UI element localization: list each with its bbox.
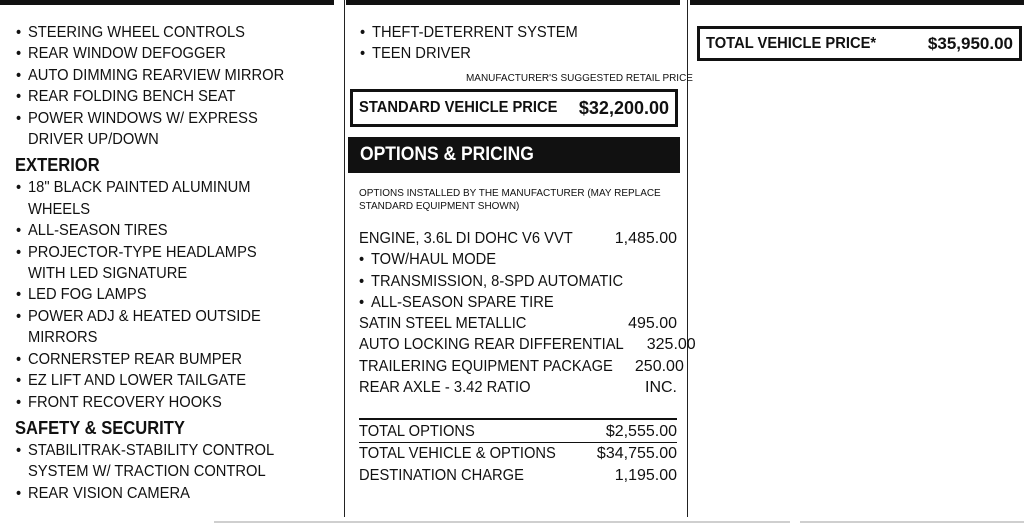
security-feature-list	[360, 22, 678, 65]
total-price: $2,555.00	[605, 423, 677, 440]
option-price: 250.00	[634, 357, 684, 375]
safety-heading: SAFETY & SECURITY	[15, 417, 185, 438]
engine-sub-item: • TRANSMISSION, 8-SPD AUTOMATIC	[359, 271, 652, 292]
engine-sub-item: • ALL-SEASON SPARE TIRE	[359, 292, 652, 313]
pricing-column	[346, 0, 696, 527]
list-item: • AUTO DIMMING REARVIEW MIRROR	[16, 65, 309, 86]
interior-feature-list	[16, 22, 334, 150]
total-price: $34,755.00	[596, 445, 677, 463]
option-row	[359, 313, 677, 334]
list-item: • POWER ADJ & HEATED OUTSIDE MIRRORS	[16, 306, 309, 349]
option-label: REAR AXLE - 3.42 RATIO	[359, 379, 531, 397]
list-item: • REAR VISION CAMERA	[16, 483, 309, 504]
total-price-column	[690, 0, 1024, 527]
exterior-heading: EXTERIOR	[15, 155, 100, 176]
list-item: • TEEN DRIVER	[360, 43, 653, 64]
total-row	[359, 443, 677, 464]
engine-sub-item: • TOW/HAUL MODE	[359, 249, 652, 270]
option-row	[359, 377, 677, 398]
list-item: • THEFT-DETERRENT SYSTEM	[360, 22, 653, 43]
total-vehicle-price-box	[697, 26, 1022, 61]
total-row	[359, 421, 677, 443]
option-label: SATIN STEEL METALLIC	[359, 315, 527, 333]
option-label: AUTO LOCKING REAR DIFFERENTIAL	[359, 336, 624, 354]
list-item: • CORNERSTEP REAR BUMPER	[16, 349, 309, 370]
list-item: • ALL-SEASON TIRES	[16, 220, 309, 241]
standard-equipment-column	[0, 0, 334, 527]
total-price: 1,195.00	[614, 466, 677, 484]
list-item: • 18" BLACK PAINTED ALUMINUM WHEELS	[16, 177, 309, 220]
total-label: TOTAL OPTIONS	[359, 423, 475, 440]
options-heading: OPTIONS & PRICING	[360, 144, 534, 165]
total-row	[359, 465, 677, 486]
option-label: TRAILERING EQUIPMENT PACKAGE	[359, 357, 613, 375]
option-price: 1,485.00	[614, 230, 677, 247]
standard-price-value: $32,200.00	[578, 97, 669, 118]
list-item: • REAR FOLDING BENCH SEAT	[16, 86, 309, 107]
total-price-value: $35,950.00	[927, 33, 1013, 53]
option-row	[359, 334, 696, 355]
msrp-note: MANUFACTURER'S SUGGESTED RETAIL PRICE	[466, 72, 693, 84]
option-row	[359, 356, 684, 377]
list-item: • EZ LIFT AND LOWER TAILGATE	[16, 370, 309, 391]
options-list	[359, 228, 696, 398]
total-label: TOTAL VEHICLE & OPTIONS	[359, 445, 556, 463]
option-price: INC.	[645, 379, 677, 397]
standard-price-box	[350, 89, 678, 127]
list-item: • POWER WINDOWS W/ EXPRESS DRIVER UP/DOWN	[16, 108, 309, 151]
options-pricing-banner	[348, 137, 680, 173]
list-item: • PROJECTOR-TYPE HEADLAMPS WITH LED SIGNATURE	[16, 242, 309, 285]
list-item: • LED FOG LAMPS	[16, 284, 309, 305]
option-price: 495.00	[628, 315, 677, 333]
option-label: ENGINE, 3.6L DI DOHC V6 VVT	[359, 230, 573, 247]
list-item: • FRONT RECOVERY HOOKS	[16, 392, 309, 413]
list-item: • REAR WINDOW DEFOGGER	[16, 43, 309, 64]
option-price: 325.00	[646, 336, 696, 354]
option-row-engine	[359, 228, 677, 249]
total-label: DESTINATION CHARGE	[359, 466, 524, 484]
totals-section	[359, 418, 677, 486]
standard-price-label: STANDARD VEHICLE PRICE	[359, 99, 558, 116]
list-item: • STEERING WHEEL CONTROLS	[16, 22, 309, 43]
options-note: OPTIONS INSTALLED BY THE MANUFACTURER (MAY REPLACE STANDARD EQUIPMENT SHOWN)	[359, 187, 661, 212]
column-divider-1	[344, 0, 345, 517]
list-item: • STABILITRAK-STABILITY CONTROL SYSTEM W/ TRACTION CONTROL	[16, 440, 309, 483]
total-price-label: TOTAL VEHICLE PRICE*	[706, 34, 877, 52]
exterior-feature-list	[16, 177, 334, 412]
safety-feature-list	[16, 440, 334, 504]
